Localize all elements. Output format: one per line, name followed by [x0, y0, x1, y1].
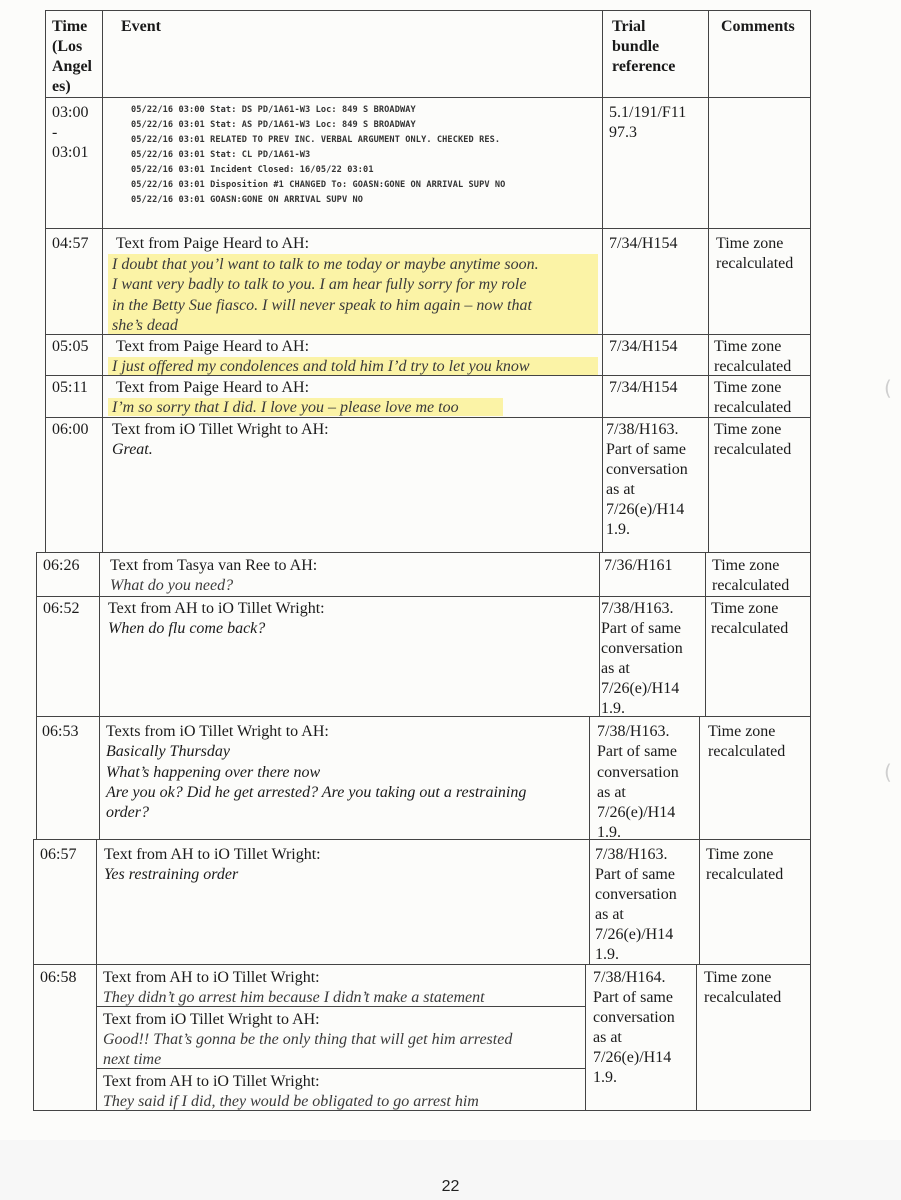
- ref-value: conversation: [597, 764, 679, 781]
- ref-value: 7/26(e)/H14: [597, 804, 676, 821]
- message-text: They didn’t go arrest him because I didn’t make a statement: [103, 989, 485, 1006]
- ref-value: as at: [593, 1029, 622, 1046]
- message-text: Basically Thursday: [106, 743, 230, 760]
- comment-text: Time zone: [714, 379, 782, 396]
- ref-value: 7/26(e)/H14: [601, 680, 680, 697]
- ref-value: 7/34/H154: [609, 235, 678, 252]
- message-text: Are you ok? Did he get arrested? Are you taking out a restraining: [106, 784, 527, 801]
- message-text: I doubt that you’l want to talk to me today or maybe anytime soon.: [112, 256, 539, 273]
- message-header: Text from Paige Heard to AH:: [116, 338, 310, 355]
- header-ref-line: reference: [612, 58, 676, 75]
- message-text: in the Betty Sue fiasco. I will never speak to him again – now that: [112, 297, 532, 314]
- ref-value: 1.9.: [593, 1069, 617, 1086]
- message-header: Text from iO Tillet Wright to AH:: [112, 421, 329, 438]
- time-value: 03:00: [52, 104, 89, 121]
- comment-text: Time zone: [716, 235, 784, 252]
- header-comments: Comments: [721, 18, 795, 35]
- ref-value: conversation: [593, 1009, 675, 1026]
- ref-value: 7/34/H154: [609, 379, 678, 396]
- ref-value: Part of same: [597, 743, 677, 760]
- ref-value: 7/26(e)/H14: [593, 1049, 672, 1066]
- comment-text: recalculated: [712, 577, 790, 594]
- comment-text: recalculated: [714, 441, 792, 458]
- ref-value: 97.3: [609, 124, 637, 141]
- comment-text: Time zone: [708, 723, 776, 740]
- ref-value: as at: [597, 784, 626, 801]
- comment-text: recalculated: [704, 989, 782, 1006]
- message-text: I want very badly to talk to you. I am hear fully sorry for my role: [112, 276, 527, 293]
- ref-value: 7/38/H163.: [606, 421, 679, 438]
- message-header: Texts from iO Tillet Wright to AH:: [106, 723, 329, 740]
- ref-value: as at: [606, 481, 635, 498]
- police-log-line: 05/22/16 03:00 Stat: DS PD/1A61-W3 Loc: 849 S BROADWAY: [131, 105, 416, 115]
- message-text: What do you need?: [110, 577, 234, 594]
- comment-text: recalculated: [714, 358, 792, 375]
- message-text: she’s dead: [112, 317, 178, 334]
- message-text: I’m so sorry that I did. I love you – please love me too: [112, 399, 459, 416]
- header-ref-line: Trial: [612, 18, 646, 35]
- message-header: Text from Paige Heard to AH:: [116, 235, 310, 252]
- ref-value: conversation: [595, 886, 677, 903]
- message-text: What’s happening over there now: [106, 764, 321, 781]
- police-log-line: 05/22/16 03:01 Stat: CL PD/1A61-W3: [131, 150, 311, 160]
- ref-value: 1.9.: [601, 700, 625, 717]
- ref-value: 1.9.: [597, 824, 621, 841]
- police-log-line: 05/22/16 03:01 Incident Closed: 16/05/22 03:01: [131, 165, 374, 175]
- comment-text: Time zone: [706, 846, 774, 863]
- ref-value: 5.1/191/F11: [609, 104, 687, 121]
- scan-margin-mark: (: [884, 760, 892, 784]
- ref-value: as at: [595, 906, 624, 923]
- police-log-line: 05/22/16 03:01 GOASN:GONE ON ARRIVAL SUPV NO: [131, 195, 364, 205]
- ref-value: conversation: [601, 640, 683, 657]
- header-ref-line: bundle: [612, 38, 660, 55]
- message-header: Text from AH to iO Tillet Wright:: [104, 846, 321, 863]
- message-text: Great.: [112, 441, 153, 458]
- sub-divider: [96, 1068, 586, 1069]
- message-header: Text from Tasya van Ree to AH:: [110, 557, 318, 574]
- ref-value: 7/38/H163.: [597, 723, 670, 740]
- police-log-line: 05/22/16 03:01 Disposition #1 CHANGED To: GOASN:GONE ON ARRIVAL SUPV NO: [131, 180, 506, 190]
- header-time-line: Time: [52, 18, 88, 35]
- header-time-line: Angel: [52, 58, 92, 75]
- ref-value: 1.9.: [606, 521, 630, 538]
- time-value: 06:26: [43, 557, 80, 574]
- comment-text: recalculated: [711, 620, 789, 637]
- message-header: Text from AH to iO Tillet Wright:: [103, 1073, 320, 1090]
- comment-text: Time zone: [714, 421, 782, 438]
- time-value: -: [52, 124, 58, 141]
- police-log-line: 05/22/16 03:01 Stat: AS PD/1A61-W3 Loc: 849 S BROADWAY: [131, 120, 416, 130]
- time-value: 05:11: [52, 379, 88, 396]
- ref-value: 7/38/H164.: [593, 969, 666, 986]
- comments-cell: [708, 97, 811, 229]
- page-number: 22: [441, 1178, 460, 1195]
- time-value: 04:57: [52, 235, 89, 252]
- comment-text: Time zone: [704, 969, 772, 986]
- header-event: Event: [121, 18, 161, 35]
- time-value: 06:52: [43, 600, 80, 617]
- message-text: I just offered my condolences and told him I’d try to let you know: [112, 358, 530, 375]
- comment-text: recalculated: [708, 743, 786, 760]
- comment-text: Time zone: [712, 557, 780, 574]
- message-text: They said if I did, they would be obligated to go arrest him: [103, 1093, 479, 1110]
- header-time-line: (Los: [52, 38, 83, 55]
- police-log-line: 05/22/16 03:01 RELATED TO PREV INC. VERBAL ARGUMENT ONLY. CHECKED RES.: [131, 135, 501, 145]
- message-text: Good!! That’s gonna be the only thing that will get him arrested: [103, 1031, 513, 1048]
- time-value: 06:53: [42, 723, 79, 740]
- ref-value: Part of same: [601, 620, 681, 637]
- ref-value: 7/26(e)/H14: [606, 501, 685, 518]
- ref-value: 7/26(e)/H14: [595, 926, 674, 943]
- comment-text: recalculated: [714, 399, 792, 416]
- comment-text: Time zone: [714, 338, 782, 355]
- message-header: Text from AH to iO Tillet Wright:: [108, 600, 325, 617]
- time-value: 05:05: [52, 338, 89, 355]
- ref-value: 7/38/H163.: [595, 846, 668, 863]
- scan-margin-mark: (: [884, 376, 892, 400]
- ref-value: 7/38/H163.: [601, 600, 674, 617]
- message-header: Text from iO Tillet Wright to AH:: [103, 1011, 320, 1028]
- header-time-line: es): [52, 78, 71, 95]
- time-value: 03:01: [52, 144, 89, 161]
- ref-value: Part of same: [593, 989, 673, 1006]
- time-value: 06:57: [40, 846, 77, 863]
- message-header: Text from Paige Heard to AH:: [116, 379, 310, 396]
- ref-value: 7/34/H154: [609, 338, 678, 355]
- message-text: next time: [103, 1051, 162, 1068]
- ref-value: Part of same: [606, 441, 686, 458]
- message-text: order?: [106, 804, 149, 821]
- ref-value: conversation: [606, 461, 688, 478]
- message-text: When do flu come back?: [108, 620, 266, 637]
- ref-value: as at: [601, 660, 630, 677]
- message-text: Yes restraining order: [104, 866, 239, 883]
- ref-value: 7/36/H161: [604, 557, 673, 574]
- comment-text: Time zone: [711, 600, 779, 617]
- comment-text: recalculated: [716, 255, 794, 272]
- ref-value: 1.9.: [595, 946, 619, 963]
- ref-value: Part of same: [595, 866, 675, 883]
- message-header: Text from AH to iO Tillet Wright:: [103, 969, 320, 986]
- comment-text: recalculated: [706, 866, 784, 883]
- header-event-cell: [102, 10, 603, 98]
- time-value: 06:00: [52, 421, 89, 438]
- time-value: 06:58: [40, 969, 77, 986]
